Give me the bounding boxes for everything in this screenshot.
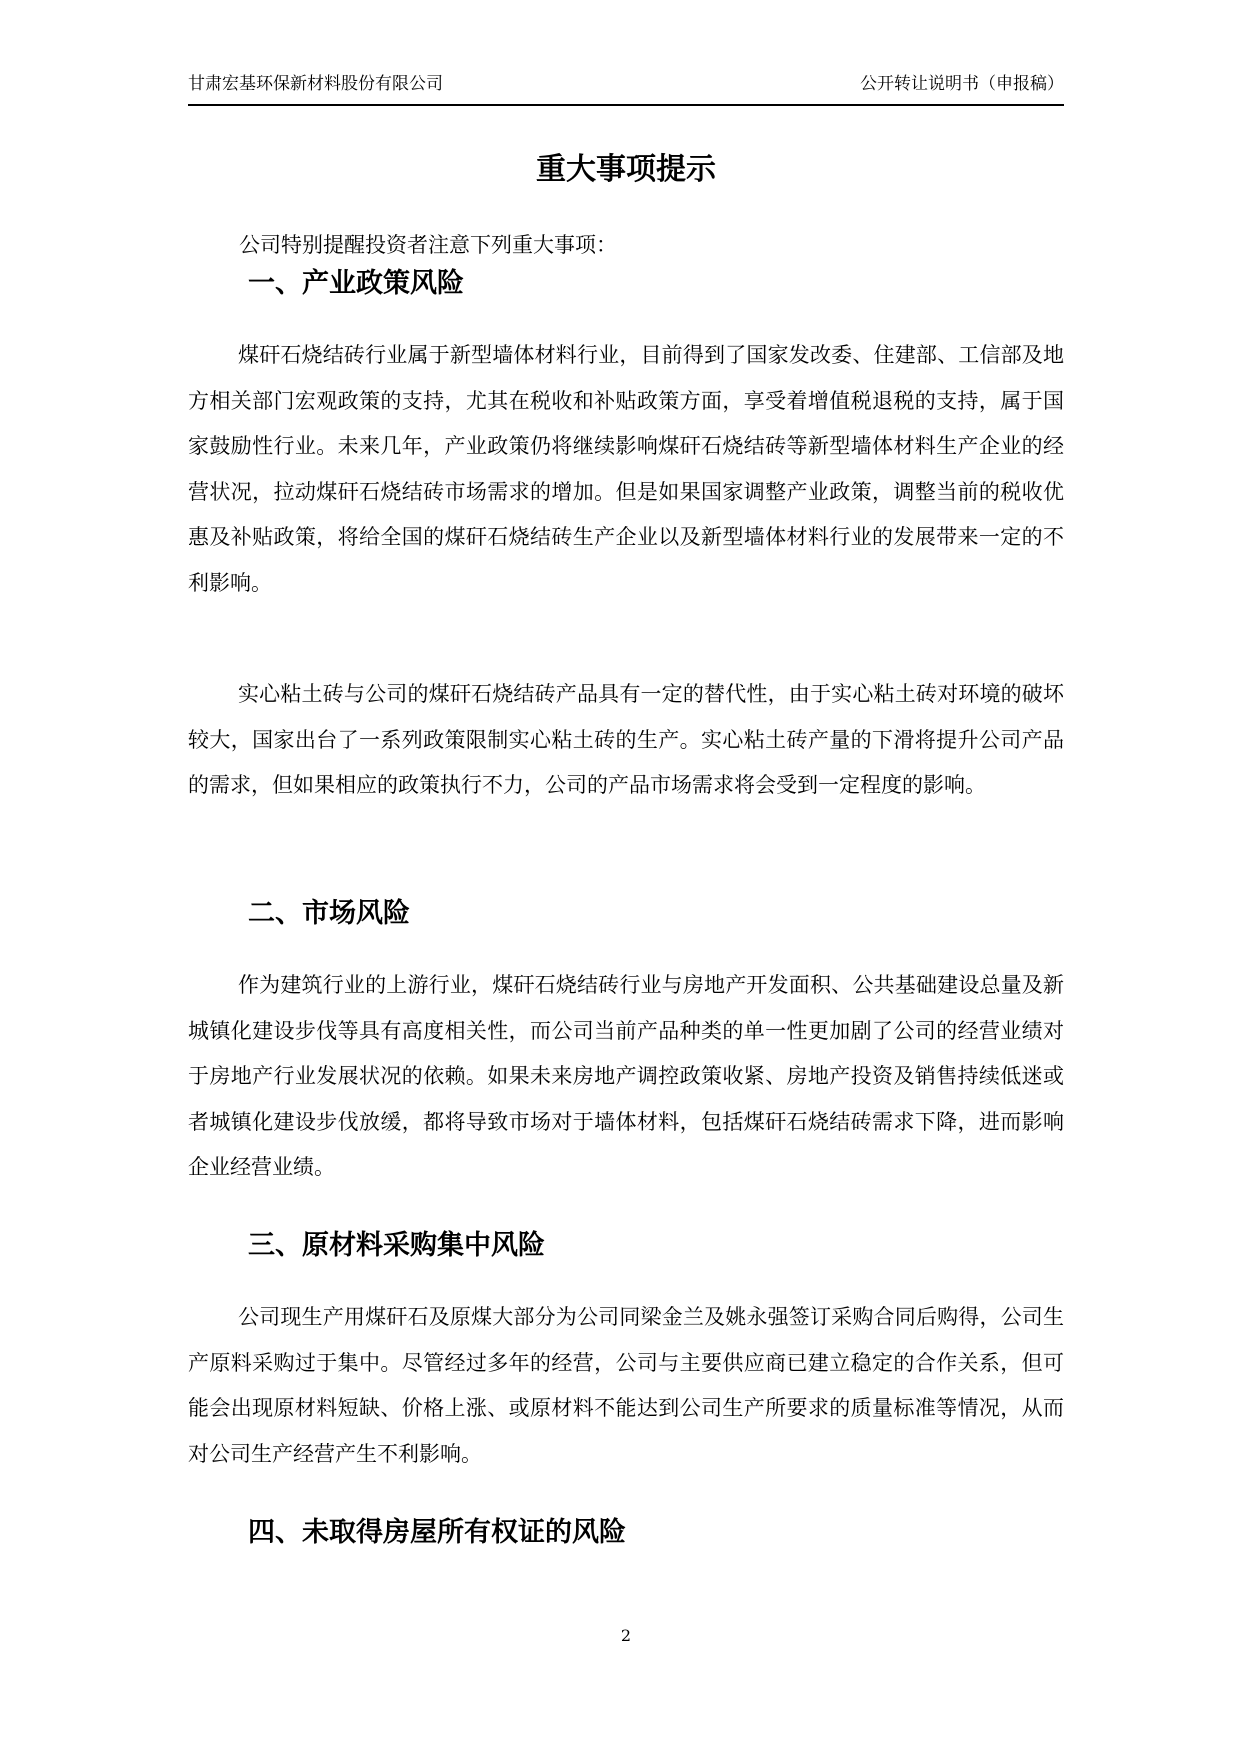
paragraph-industry-policy-1: 煤矸石烧结砖行业属于新型墙体材料行业，目前得到了国家发改委、住建部、工信部及地方相关部门宏观政策的支持，尤其在税收和补贴政策方面，享受着增值税退税的支持，属于国家鼓励性行业。未来几年，产业政策仍将继续影响煤矸石烧结砖等新型墙体材料生产企业的经营状况，拉动煤矸石烧结砖市场需求的增加。但是如果国家调整产业政策，调整当前的税收优惠及补贴政策，将给全国的煤矸石烧结砖生产企业以及新型墙体材料行业的发展带来一定的不利影响。 bbox=[188, 343, 1064, 595]
section-heading-raw-material: 三、原材料采购集中风险 bbox=[248, 1230, 545, 1261]
section-heading-industry-policy: 一、产业政策风险 bbox=[248, 268, 464, 299]
section-heading-property-title: 四、未取得房屋所有权证的风险 bbox=[248, 1517, 626, 1548]
page-header bbox=[188, 70, 1064, 106]
header-company-name: 甘肃宏基环保新材料股份有限公司 bbox=[188, 74, 443, 94]
page-title: 重大事项提示 bbox=[536, 152, 716, 187]
header-document-title: 公开转让说明书（申报稿） bbox=[860, 74, 1064, 94]
paragraph-industry-policy-2: 实心粘土砖与公司的煤矸石烧结砖产品具有一定的替代性，由于实心粘土砖对环境的破坏较大，国家出台了一系列政策限制实心粘土砖的生产。实心粘土砖产量的下滑将提升公司产品的需求，但如果相应的政策执行不力，公司的产品市场需求将会受到一定程度的影响。 bbox=[188, 682, 1064, 798]
paragraph-raw-material-1: 公司现生产用煤矸石及原煤大部分为公司同梁金兰及姚永强签订采购合同后购得，公司生产原料采购过于集中。尽管经过多年的经营，公司与主要供应商已建立稳定的合作关系，但可能会出现原材料短缺、价格上涨、或原材料不能达到公司生产所要求的质量标准等情况，从而对公司生产经营产生不利影响。 bbox=[188, 1305, 1064, 1466]
intro-text: 公司特别提醒投资者注意下列重大事项： bbox=[239, 233, 617, 257]
page-number: 2 bbox=[620, 1626, 632, 1645]
paragraph-market-risk-1: 作为建筑行业的上游行业，煤矸石烧结砖行业与房地产开发面积、公共基础建设总量及新城镇化建设步伐等具有高度相关性，而公司当前产品种类的单一性更加剧了公司的经营业绩对于房地产行业发展状况的依赖。如果未来房地产调控政策收紧、房地产投资及销售持续低迷或者城镇化建设步伐放缓，都将导致市场对于墙体材料，包括煤矸石烧结砖需求下降，进而影响企业经营业绩。 bbox=[188, 973, 1064, 1180]
section-heading-market-risk: 二、市场风险 bbox=[248, 898, 410, 929]
